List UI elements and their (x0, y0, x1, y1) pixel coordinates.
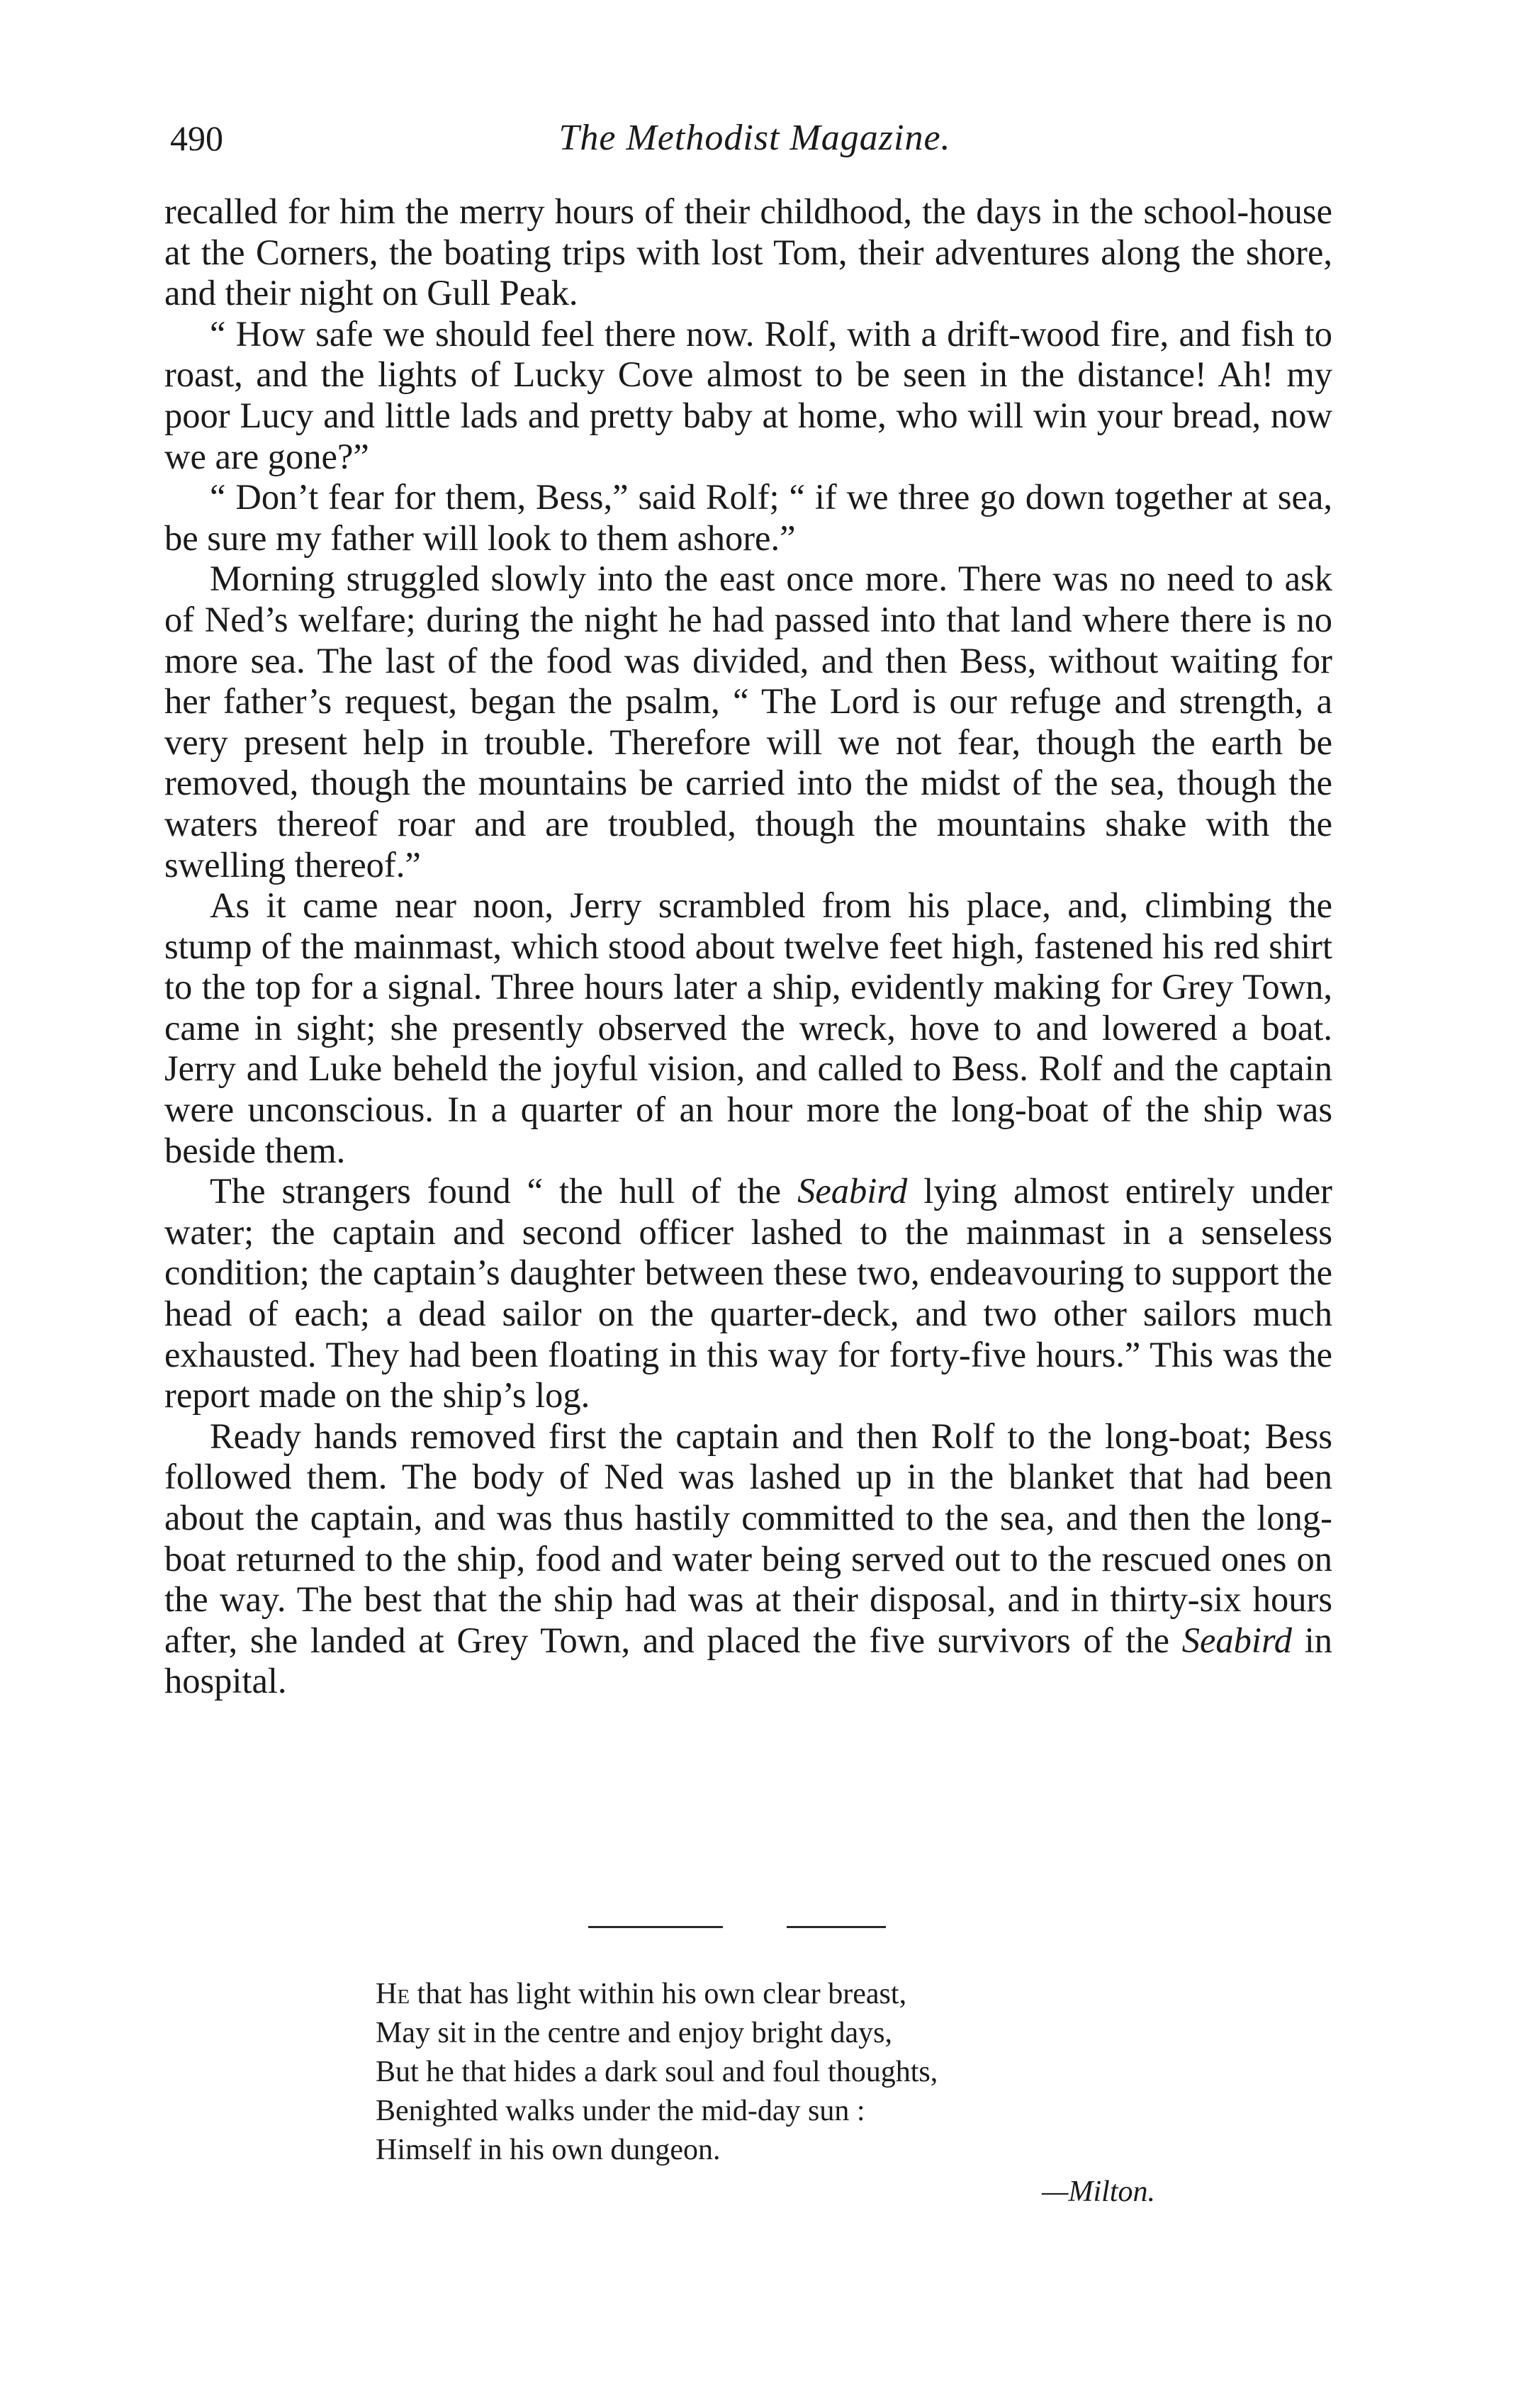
paragraph (164, 1171, 1332, 1416)
paragraph (164, 1416, 1332, 1702)
poem-line: May sit in the centre and enjoy bright days, (376, 2017, 892, 2049)
poem-initial-word: He (376, 1978, 410, 2010)
paragraph: “ Don’t fear for them, Bess,” said Rolf; “ if we three go down together at sea, be sure my father will look to them ashore.” (164, 477, 1332, 558)
journal-title: The Methodist Magazine. (558, 118, 951, 158)
poem-line (376, 1975, 1226, 2014)
poem-line: But he that hides a dark soul and foul thoughts, (376, 2056, 938, 2088)
section-divider (588, 1926, 886, 1929)
poem-line: Benighted walks under the mid-day sun : (376, 2095, 865, 2127)
paragraph-text: The strangers found “ the hull of the (210, 1171, 798, 1211)
paragraph: recalled for him the merry hours of their childhood, the days in the school-house at the Corners, the boating trips with lost Tom, their adventures along the shore, and their night on Gull Peak. (164, 191, 1332, 313)
paragraph: As it came near noon, Jerry scrambled from his place, and, climbing the stump of the mainmast, which stood about twelve feet high, fastened his red shirt to the top for a signal. Three hours later a ship, evidently making for Grey Town, came in sight; she presently observed the wreck, hove to and lowered a boat. Jerry and Luke beheld the joyful vision, and called to Bess. Rolf and the captain were unconscious. In a quarter of an hour more the long-boat of the ship was beside them. (164, 885, 1332, 1170)
paragraph-text: Ready hands removed first the captain and then Rolf to the long-boat; Bess followed them. The body of Ned was lashed up in the blanket that had been about the captain, and was thus hastily committed to the sea, and then the long-boat returned to the ship, food and water being served out to the rescued ones on the way. The best that the ship had was at their disposal, and in thirty-six hours after, she landed at Grey Town, and placed the five survivors of the (164, 1416, 1332, 1660)
paragraph: Morning struggled slowly into the east once more. There was no need to ask of Ned’s welfare; during the night he had passed into that land where there is no more sea. The last of the food was divided, and then Bess, without waiting for her father’s request, began the psalm, “ The Lord is our refuge and strength, a very present help in trouble. Therefore will we not fear, though the earth be removed, though the mountains be carried into the midst of the sea, though the waters thereof roar and are troubled, though the mountains shake with the swelling thereof.” (164, 559, 1332, 885)
paragraph-text: lying almost entirely under water; the captain and second officer lashed to the mainmast in a senseless condition; the captain’s daughter between these two, endeavouring to support the head of each; a dead sailor on the quarter-deck, and two other sailors much exhausted. They had been floating in this way for forty-five hours.” This was the report made on the ship’s log. (164, 1171, 1332, 1416)
paragraph-text: in hospital. (164, 1620, 1333, 1701)
divider-rule (787, 1926, 886, 1928)
poem-line-text: that has light within his own clear breast, (410, 1978, 907, 2010)
ship-name: Seabird (797, 1171, 908, 1211)
poem (376, 1975, 1226, 2170)
story-text (164, 191, 1332, 1702)
page-number: 490 (170, 118, 223, 158)
divider-rule (588, 1926, 723, 1928)
poem-line: Himself in his own dungeon. (376, 2134, 721, 2166)
running-head (170, 113, 1339, 163)
poem-attribution: —Milton. (1042, 2175, 1155, 2208)
ship-name: Seabird (1181, 1620, 1292, 1660)
paragraph: “ How safe we should feel there now. Rolf, with a drift-wood fire, and fish to roast, and the lights of Lucky Cove almost to be seen in the distance! Ah! my poor Lucy and little lads and pretty baby at home, who will win your bread, now we are gone?” (164, 313, 1332, 476)
